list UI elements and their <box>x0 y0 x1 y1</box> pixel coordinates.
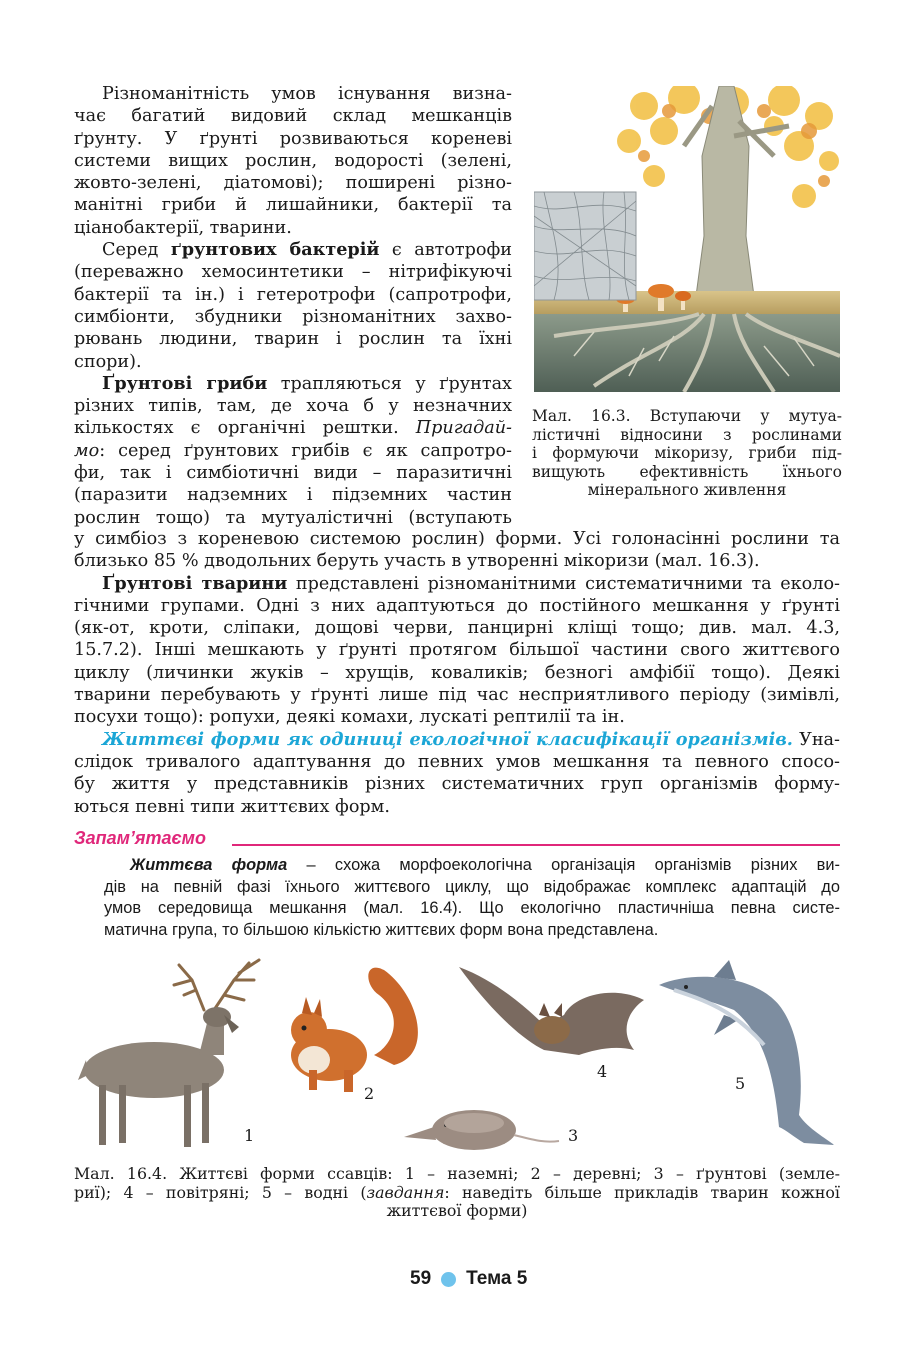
text-line: у симбіоз з кореневою системою рослин) форми. Усі голонасінні рослини та <box>74 529 840 549</box>
text-line: (переважно хемосинтетики – нітрифікуючі <box>74 262 512 283</box>
text-line: Ґрунтові тварини представлені різноманітними систематичними та еколо- <box>102 572 840 594</box>
deer-image <box>78 960 259 1147</box>
text-line: бу життя у представників різних систематичних груп організмів форму- <box>74 774 840 795</box>
text-line: циклу (личинки жуків – хрущів, коваликів; безногі амфібії тощо). Деякі <box>74 662 840 683</box>
text-line: різних типів, там, де хоча б у незначних <box>74 396 512 417</box>
term-bold: Ґрунтові гриби <box>102 372 268 394</box>
label-soil: 3 <box>568 1126 579 1145</box>
text-line: слідок тривалого адаптування до певних умов мешкання та певного спосо- <box>74 751 840 772</box>
text-line: (як-от, кроти, сліпаки, дощові черви, панцирні кліщі тощо; див. мал. 4.3, <box>74 618 840 639</box>
text-line: Різноманітність умов існування визна- <box>102 84 512 104</box>
bullet-icon <box>441 1272 456 1287</box>
label-aquatic: 5 <box>735 1074 746 1093</box>
caption-line: риї); 4 – повітряні; 5 – водні (завдання: наведіть більше прикладів тварин кожної <box>74 1182 840 1202</box>
text-line: тварини перебувають у ґрунті лише під час несприятливого періоду (зимівлі, <box>74 685 840 706</box>
remember-rule <box>232 844 840 846</box>
text-line: жовто-зелені, діатомові); поширені різно- <box>74 173 512 194</box>
caption-line: і формуючи мікоризу, гриби під- <box>532 444 842 462</box>
label-terrestrial: 1 <box>244 1126 255 1145</box>
figure-16-3-caption <box>532 407 842 500</box>
caption-line: життєвої форми) <box>386 1201 528 1220</box>
bat-image <box>459 967 644 1055</box>
text-line: бактерії та ін.) і гетеротрофи (сапротрофи, <box>74 284 512 305</box>
remember-title: Запам’ятаємо <box>74 828 206 848</box>
text-line: дів на певній фазі їхнього життєвого циклу, що відображає комплекс адаптацій до <box>104 877 840 896</box>
text-line: Серед ґрунтових бактерій є автотрофи <box>102 239 513 261</box>
text-line: ються певні типи життєвих форм. <box>74 796 390 817</box>
definition-term: Життєва форма <box>130 856 288 874</box>
page-number: 59 <box>410 1268 432 1289</box>
definition-block <box>104 855 840 941</box>
text-line: манітні гриби й лишайники, бактерії та <box>74 195 512 216</box>
text-line: гічними групами. Одні з них адаптуються до постійного мешкання у ґрунті <box>74 595 840 616</box>
text-line: ціанобактерії, тварини. <box>74 217 292 238</box>
text-line: близько 85 % дводольних беруть участь в утворенні мікоризи (мал. 16.3). <box>74 551 760 572</box>
text-line: фи, так і симбіотичні види – паразитичні <box>74 463 512 484</box>
text-line: матична група, то більшою кількістю життєвих форм вона представлена. <box>104 920 659 939</box>
text-line: ґрунту. У ґрунті розвиваються кореневі <box>74 128 512 149</box>
text-line: спори). <box>74 351 142 372</box>
shrew-image <box>404 1110 559 1150</box>
label-arboreal: 2 <box>364 1084 375 1103</box>
caption-line: вищують ефективність їхнього <box>532 462 842 481</box>
caption-line: Мал. 16.3. Вступаючи у мутуа- <box>532 407 842 425</box>
caption-line: лістичні відносини з рослинами <box>532 425 842 444</box>
text-line: чає багатий видовий склад мешканців <box>74 106 512 127</box>
mycorrhiza-illustration <box>534 86 840 392</box>
caption-line: Мал. 16.4. Життєві форми ссавців: 1 – наземні; 2 – деревні; 3 – ґрунтові (земле- <box>74 1164 840 1183</box>
dolphin-image <box>659 960 834 1145</box>
text-line: посухи тощо): ропухи, деякі комахи, лускаті рептилії та ін. <box>74 707 625 728</box>
figure-16-4-caption <box>74 1165 840 1221</box>
text-line: кількостях є органічні рештки. Пригадай- <box>74 418 512 439</box>
left-column <box>74 83 512 529</box>
squirrel-image <box>291 968 418 1092</box>
section-heading: Життєві форми як одиниці екологічної класифікації організмів. <box>102 728 793 750</box>
text-line: мо: серед ґрунтових грибів є як сапротро- <box>74 440 512 461</box>
term-bold: Ґрунтові тварини <box>102 572 288 594</box>
text-line: системи вищих рослин, водорості (зелені, <box>74 150 512 171</box>
text-line: симбіонти, збудники різноманітних захво- <box>74 306 512 327</box>
full-width-text <box>74 528 840 818</box>
caption-line: мінерального живлення <box>587 481 787 499</box>
life-forms-illustration <box>74 955 844 1155</box>
page-footer <box>410 1268 527 1290</box>
text-line: умов середовища мешкання (мал. 16.4). Що екологічно пластичніша певна систе- <box>104 899 840 917</box>
text-line: (паразити надземних і підземних частин <box>74 485 512 506</box>
text-line: Життєві форми як одиниці екологічної класифікації організмів. Уна- <box>102 728 840 750</box>
text-line: рювань людини, тварин і рослин та їхні <box>74 329 512 350</box>
text-line: Життєва форма – схожа морфоекологічна організація організмів різних ви- <box>130 856 840 874</box>
text-line: рослин тощо) та мутуалістичні (вступають <box>74 507 512 528</box>
text-line: 15.7.2). Інші мешкають у ґрунті протягом більшої частини свого життєвого <box>74 640 840 661</box>
term-bold: ґрунтових бактерій <box>170 239 380 261</box>
text-line: Ґрунтові гриби трапляються у ґрунтах <box>102 372 512 394</box>
label-aerial: 4 <box>597 1062 608 1081</box>
topic-label: Тема 5 <box>466 1268 528 1289</box>
